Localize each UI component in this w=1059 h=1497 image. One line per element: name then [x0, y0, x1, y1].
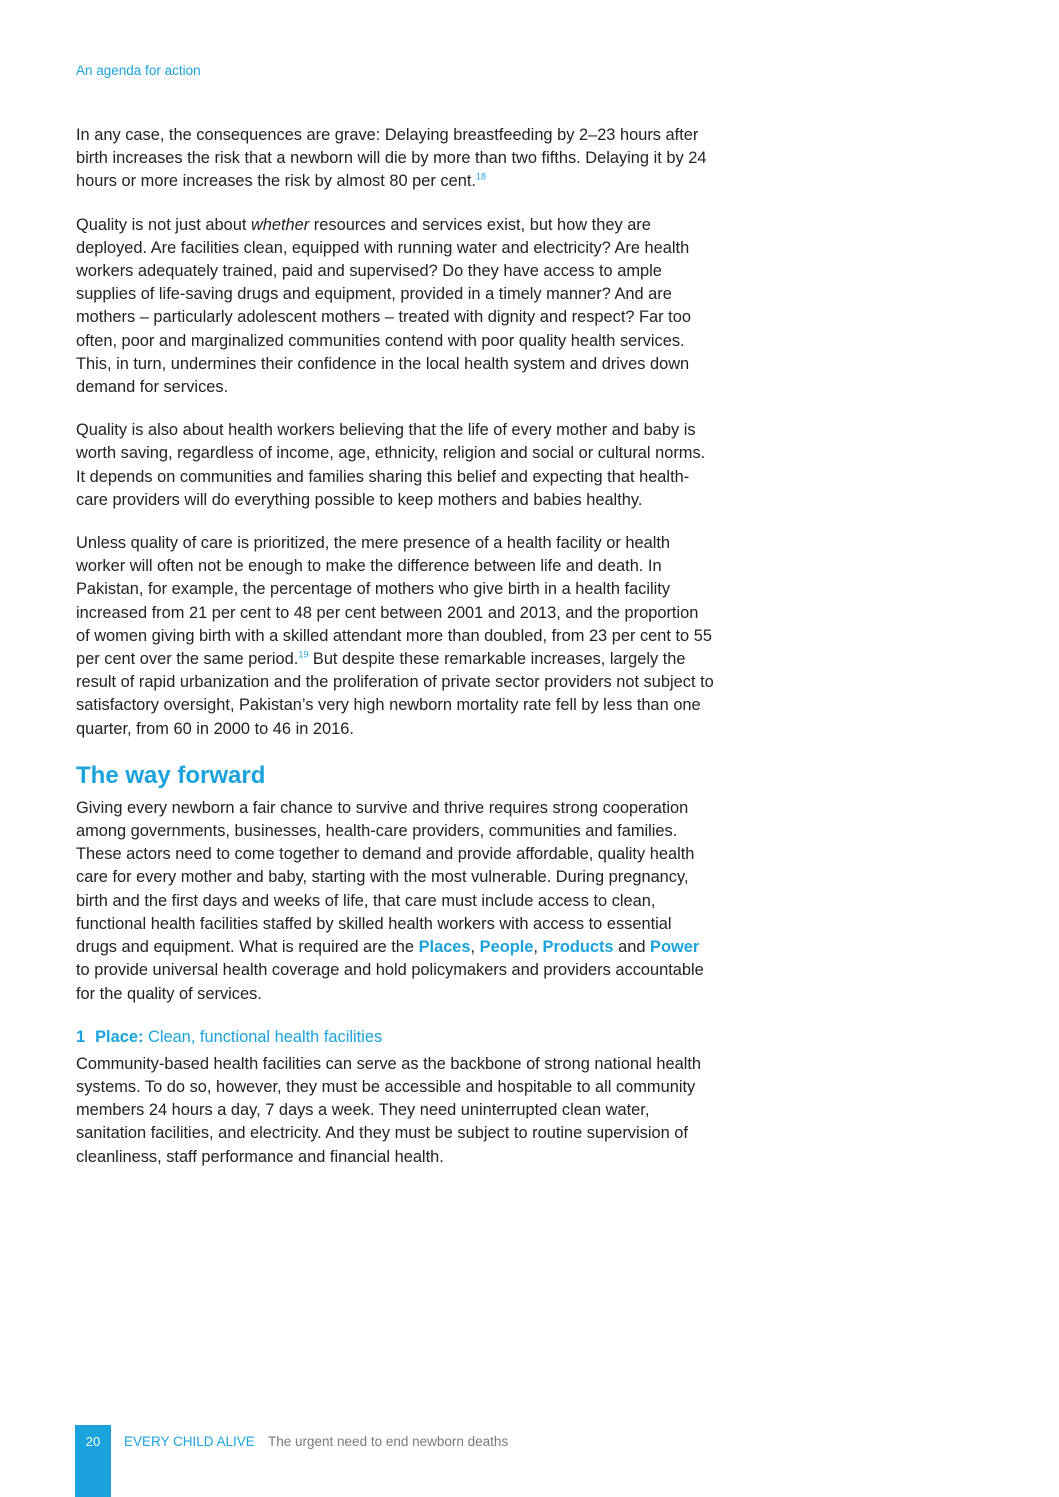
paragraph-text: to provide universal health coverage and hold policymakers and providers accountable for the quality of services.: [76, 961, 704, 1003]
paragraph-health-facilities: [76, 1053, 716, 1169]
subheading-place: [76, 1026, 716, 1049]
footer-publication-subtitle: The urgent need to end newborn deaths: [268, 1434, 509, 1449]
keyword-products: Products: [542, 938, 614, 957]
footnote-ref-19[interactable]: 19: [298, 649, 309, 660]
paragraph-text: Unless quality of care is prioritized, the mere presence of a health facility or health worker will often not be enough to make the difference between life and death. In Pakistan, for example, the percentage of mothers who give birth in a health facility increased from 21 per cent to 48 per cent between 2001 and 2013, and the proportion of women giving birth with a skilled attendant more than doubled, from 23 per cent to 55 per cent over the same period.: [76, 534, 712, 669]
paragraph-breastfeeding: [76, 124, 716, 194]
paragraph-way-forward: [76, 797, 716, 1006]
paragraph-quality-deployment: [76, 214, 716, 400]
conjunction: and: [613, 938, 651, 957]
paragraph-text: But despite these remarkable increases, largely the result of rapid urbanization and the proliferation of private sector providers not subject to satisfactory oversight, Pakistan’s very high newborn mortality rate fell by less than one quarter, from 60 in 2000 to 46 in 2016.: [76, 650, 714, 738]
keyword-places: Places: [418, 938, 471, 957]
separator: ,: [470, 938, 480, 957]
subheading-title: Clean, functional health facilities: [143, 1027, 383, 1046]
footnote-ref-18[interactable]: 18: [475, 171, 486, 182]
separator: ,: [533, 938, 543, 957]
running-head: An agenda for action: [76, 63, 201, 78]
keyword-people: People: [479, 938, 534, 957]
keyword-power: Power: [650, 938, 700, 957]
page-number: 20: [85, 1434, 101, 1449]
paragraph-text: resources and services exist, but how they are deployed. Are facilities clean, equipped with running water and electricity? Are health workers adequately trained, paid and supervised? Do they have access to ample supplies of life-saving drugs and equipment, provided in a timely manner? And are mothers – particularly adolescent mothers – treated with dignity and respect? Far too often, poor and marginalized communities contend with poor quality health services. This, in turn, undermines their confidence in the local health system and drives down demand for services.: [76, 215, 691, 397]
subheading-number: 1: [76, 1027, 86, 1046]
subheading-lead: Place:: [95, 1027, 144, 1046]
paragraph-text: In any case, the consequences are grave: Delaying breastfeeding by 2–23 hours after birth increases the risk that a newborn will die by more than two fifths. Delaying it by 24 hours or more increases the risk by almost 80 per cent.: [76, 126, 707, 191]
paragraph-text: Giving every newborn a fair chance to survive and thrive requires strong cooperation among governments, businesses, health-care providers, communities and families. These actors need to come together to demand and provide affordable, quality health care for every mother and baby, starting with the most vulnerable. During pregnancy, birth and the first days and weeks of life, that care must include access to clean, functional health facilities staffed by skilled health workers with access to essential drugs and equipment. What is required are the: [76, 798, 695, 957]
section-heading: The way forward: [76, 761, 266, 789]
paragraph-pakistan: [76, 532, 716, 741]
footer-publication-title: EVERY CHILD ALIVE: [124, 1434, 255, 1449]
body-text: [76, 124, 716, 1189]
paragraph-text: Quality is also about health workers believing that the life of every mother and baby is worth saving, regardless of income, age, ethnicity, religion and social or cultural norms. It depends on communities and families sharing this belief and expecting that health-care providers will do everything possible to keep mothers and babies healthy.: [76, 421, 706, 509]
paragraph-text: Quality is not just about: [76, 215, 251, 234]
paragraph-quality-belief: [76, 419, 716, 512]
emphasis-whether: whether: [250, 215, 310, 234]
paragraph-text: Community-based health facilities can serve as the backbone of strong national health systems. To do so, however, they must be accessible and hospitable to all community members 24 hours a day, 7 days a week. They need uninterrupted clean water, sanitation facilities, and electricity. And they must be subject to routine supervision of cleanliness, staff performance and financial health.: [76, 1054, 702, 1166]
